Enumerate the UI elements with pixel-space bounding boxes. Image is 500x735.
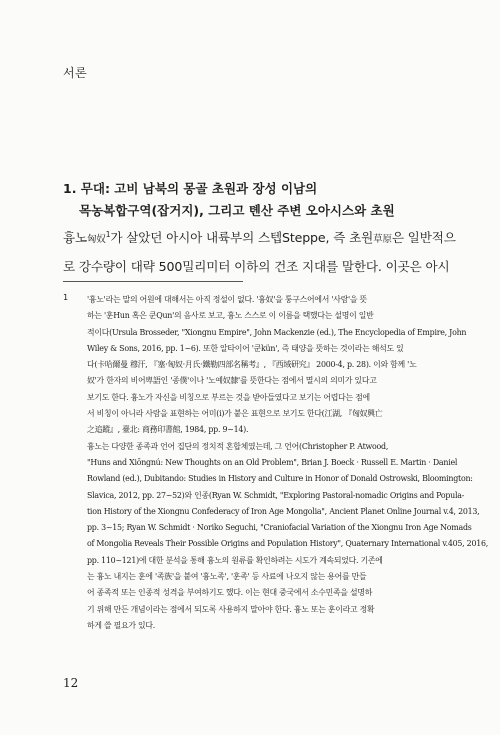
- footnote-line: "Huns and Xiōngnú: New Thoughts on an Old Problem", Brian J. Boeck · Russell E. Martin · Daniel: [87, 457, 458, 467]
- footnote-separator: [63, 281, 243, 282]
- footnote-text: [87, 292, 489, 634]
- body-text-segment-tail: 은 일반적으: [391, 230, 456, 245]
- footnote-line: Slavica, 2012, pp. 27~52)와 인종(Ryan W. Schmidt, "Exploring Pastoral-nomadic Origins and Popula-: [87, 490, 465, 500]
- footnote-line: pp. 3~15; Ryan W. Schmidt · Noriko Seguchi, "Craniofacial Variation of the Xiongnu Iron Age Nomads: [87, 523, 472, 533]
- footnote-line: 어 종족적 또는 인종적 성격을 부여하기도 했다. 이는 현대 중국에서 소수민족을 설명하: [87, 588, 373, 598]
- footnote-line: 하는 '훈Hun 혹은 쿤Qun'의 음사로 보고, 흉노 스스로 이 이름을 택했다는 설명이 일반: [87, 311, 374, 321]
- footnote-line: tion History of the Xiongnu Confederacy of Iron Age Mongolia", Ancient Planet Online Journal v.4, 2013,: [87, 506, 480, 516]
- footnote-line: 다(卡哈爾曼 穆汗, 『塞·匈奴·月氏·鐵勒四部名稱考』, 『西域研究』 2000-4, p. 28). 이와 함께 '노: [87, 360, 417, 370]
- footnote-line: 는 흉노 내지는 훈에 '족族'을 붙여 '흉노족', '훈족' 등 사료에 나오지 않는 용어를 만들: [87, 572, 367, 582]
- footnote-line: of Mongolia Reveals Their Possible Origins and Population History", Quaternary International v.405, 2016,: [87, 539, 489, 549]
- body-hanja-xiongnu: 匈奴: [87, 234, 106, 245]
- body-line-1: [63, 224, 456, 253]
- section-heading-line2: 목농복합구역(잡거지), 그리고 톈산 주변 오아시스와 초원: [79, 203, 395, 218]
- page-number: 12: [63, 676, 79, 690]
- footnote-line: 하게 쓸 필요가 있다.: [87, 620, 156, 630]
- footnote-marker[interactable]: 1: [105, 229, 111, 239]
- footnote-line: 之追蹤』, 臺北: 商務印書館, 1984, pp. 9~14).: [87, 425, 249, 435]
- section-heading-line1: 1. 무대: 고비 남북의 몽골 초원과 장성 이남의: [63, 181, 318, 196]
- section-heading: [63, 178, 443, 222]
- body-hanja-steppe: 草原: [373, 234, 392, 245]
- footnote-line: 보기도 한다. 흉노가 자신을 비칭으로 부르는 것을 받아들였다고 보기는 어렵다는 점에: [87, 392, 370, 402]
- footnote-line: 흉노는 다양한 종족과 언어 집단의 정치적 혼합체였는데, 그 언어(Christopher P. Atwood,: [87, 441, 389, 451]
- footnote-line: 적이다(Ursula Brosseder, "Xiongnu Empire", John Mackenzie (ed.), The Encyclopedia of Empire, John: [87, 327, 467, 337]
- footnote-line: pp. 110~121)에 대한 분석을 통해 흉노의 원류를 확인하려는 시도가 계속되었다. 기존에: [87, 555, 383, 565]
- footnote-line: 서 비칭이 아니라 사람을 표현하는 어미(i)가 붙은 표현으로 보기도 한다(江湖, 『匈奴興亡: [87, 409, 383, 419]
- body-text-segment: 가 살았던 아시아 내륙부의 스텝Steppe, 즉 초원: [110, 230, 374, 245]
- body-line-2: 로 강수량이 대략 500밀리미터 이하의 건조 지대를 말한다. 이곳은 아시: [63, 259, 450, 274]
- footnote-line: Rowland (ed.), Dubitando: Studies in History and Culture in Honor of Donald Ostrowski, Bloomington:: [87, 474, 473, 484]
- footnote-number: 1: [63, 292, 69, 302]
- body-text: [63, 224, 456, 280]
- footnote-line: 奴'가 한자의 비어卑語인 '종僕'이나 '노예奴隸'를 뜻한다는 점에서 멸시의 의미가 있다고: [87, 376, 377, 386]
- footnote-line: '흉노'라는 말의 어원에 대해서는 아직 정설이 없다. '흉奴'을 퉁구스어에서 '사람'을 뜻: [87, 295, 367, 304]
- running-head: 서론: [63, 66, 88, 80]
- footnote-line: 기 위해 만든 개념이라는 점에서 되도록 사용하지 말아야 한다. 흉노 또는 훈이라고 정확: [87, 604, 375, 614]
- footnote-line: Wiley & Sons, 2016, pp. 1~6). 또한 알타이어 '쿤kün', 즉 태양을 뜻하는 것이라는 해석도 있: [87, 343, 404, 353]
- body-word-xiongnu: 흉노: [63, 230, 88, 245]
